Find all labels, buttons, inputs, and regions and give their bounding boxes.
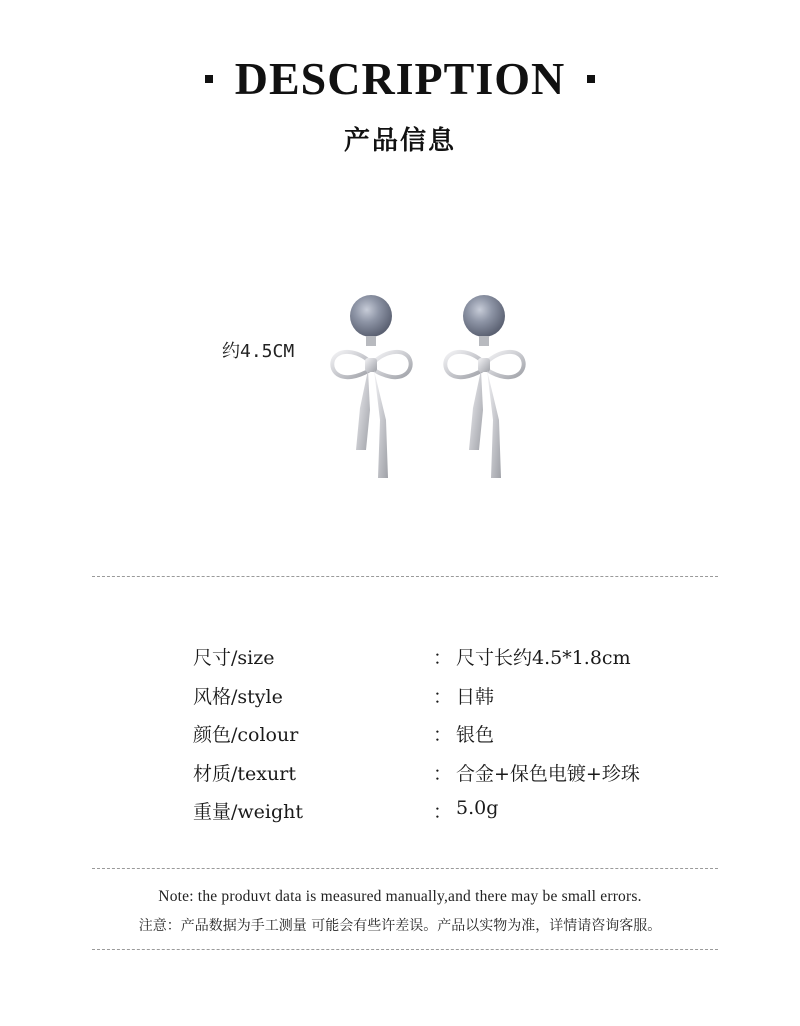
right-bow-knot <box>478 358 490 372</box>
right-earring <box>445 295 523 478</box>
spec-row-size <box>193 643 673 682</box>
spec-separator: ： <box>433 762 453 785</box>
left-bow-knot <box>365 358 377 372</box>
right-bow-tail-2 <box>487 370 501 478</box>
right-connector <box>479 336 489 346</box>
right-bow-loop-left <box>445 352 483 377</box>
divider-middle <box>92 868 718 869</box>
spec-row-material <box>193 759 673 798</box>
spec-value: 尺寸长约4.5*1.8cm <box>456 647 631 669</box>
note-english: Note: the produvt data is measured manually,and there may be small errors. <box>158 888 642 905</box>
left-connector <box>366 336 376 346</box>
spec-value: 日韩 <box>456 685 495 708</box>
page-title: DESCRIPTION <box>234 53 566 104</box>
spec-separator: ： <box>433 647 453 669</box>
spec-key: 颜色/colour <box>193 724 299 746</box>
left-bow-loop-left <box>332 352 370 377</box>
spec-key: 重量/weight <box>193 801 304 823</box>
size-annotation: 约4.5CM <box>222 341 295 362</box>
earrings-illustration <box>320 290 540 490</box>
left-bow-tail-1 <box>356 370 370 450</box>
description-header <box>0 52 800 157</box>
right-bow-tail-1 <box>469 370 483 450</box>
title-row <box>0 52 800 106</box>
spec-row-weight <box>193 797 673 836</box>
title-right-dot <box>587 75 595 83</box>
spec-row-colour <box>193 720 673 759</box>
spec-key: 尺寸/size <box>193 647 275 669</box>
divider-top <box>92 576 718 577</box>
page-subtitle: 产品信息 <box>343 126 456 156</box>
spec-table <box>193 643 673 836</box>
left-bow-tail-2 <box>374 370 388 478</box>
right-bow-loop-right <box>487 352 524 377</box>
left-bow-loop-right <box>374 352 411 377</box>
right-pearl <box>463 295 505 337</box>
spec-key: 风格/style <box>193 685 283 708</box>
spec-value: 合金+保色电镀+珍珠 <box>456 762 640 785</box>
spec-key: 材质/texurt <box>193 762 296 785</box>
note-chinese: 注意：产品数据为手工测量 可能会有些许差误。产品以实物为准，详情请咨询客服。 <box>138 918 662 934</box>
left-earring <box>332 295 410 478</box>
left-pearl <box>350 295 392 337</box>
spec-row-style <box>193 682 673 721</box>
product-image <box>320 290 540 490</box>
divider-bottom <box>92 949 718 950</box>
spec-value: 5.0g <box>456 797 499 819</box>
spec-separator: ： <box>433 724 453 746</box>
spec-separator: ： <box>433 685 453 708</box>
spec-separator: ： <box>433 801 453 823</box>
title-left-dot <box>205 75 213 83</box>
spec-value: 银色 <box>456 724 495 746</box>
